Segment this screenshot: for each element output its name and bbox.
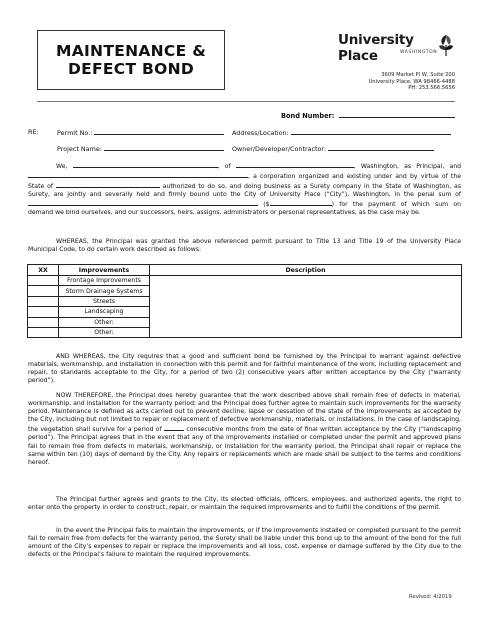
improvements-table <box>27 264 462 338</box>
project-name-field[interactable] <box>104 144 224 151</box>
improvement-cell: Streets <box>59 296 150 306</box>
text: ) for the payment of which sum on demand we bind ourselves, and our successors, heirs, assigns, <box>28 201 462 217</box>
project-name-label: Project Name: <box>57 145 102 153</box>
text: NOW THEREFORE, the Principal does hereby guarantee that the work described above shall remain free of defects in material, workmanship, and installation for the warranty period; and the Principal does further agree to maintain such improvements for the warranty period. Maintenance is defined as acts carried out to prevent decline, lapse or cessation of the state of the improvements as accepted by the City, including but not limited to repair or replacement of defective workmanship, materials, or installations. In the case of landscaping, the vegetation shall survive for a period of <box>28 392 461 434</box>
surety-name-field[interactable] <box>28 171 248 178</box>
address-row <box>232 128 451 137</box>
logo-name: University Place <box>338 32 414 64</box>
text: consecutive months from the date of final written acceptance by the City (“landscaping period”). The Principal agrees that in the event that any of the improvements installed or completed under the permit and approved plans fail to remain free from defects in materials, workmanship, or installation for the warranty period, the Principal shall repair or replace the same within ten (10) days of demand by the City. Any repairs or replacements which are made shall be subject to the terms and conditions hereof. <box>28 426 462 466</box>
text: , a corporation organized and existing <box>248 173 371 181</box>
penal-sum-amount-field[interactable] <box>270 199 332 206</box>
logo <box>338 32 456 64</box>
xx-cell[interactable] <box>28 286 59 296</box>
text: company in the State of Washington, as Surety, are jointly and severally held and firmly bound unto the City of <box>28 183 462 199</box>
and-whereas-paragraph: AND WHEREAS, the City requires that a good and sufficient bond be furnished by the Principal to warrant against defective materials, workmanship, and installation in connection with this permit and for faithful maintenance of the work, including replacement and repair, to standards acceptable to the City, for a period of two (2) consecutive years after written acceptance by the City (“warranty period”). <box>28 353 461 385</box>
surety-state-field[interactable] <box>56 181 160 188</box>
table-row <box>28 317 462 327</box>
table-row <box>28 307 462 317</box>
table-header-row <box>28 265 462 276</box>
text: We, <box>56 163 68 170</box>
principal-city-field[interactable] <box>236 161 354 168</box>
whereas-paragraph: WHEREAS, the Principal was granted the above referenced permit pursuant to Title 13 and Title 19 of the University Place Municipal Code, to do certain work described as follows: <box>28 238 461 254</box>
text: University Place (“City”), Washington, in the penal sum of <box>269 191 461 199</box>
address-line: University Place, WA 98466-4488 <box>368 78 455 85</box>
xx-cell[interactable] <box>28 296 59 306</box>
description-cell[interactable] <box>150 286 462 296</box>
xx-cell[interactable] <box>28 317 59 327</box>
text: , Washington, <box>353 163 399 170</box>
surety-paragraph <box>28 161 461 218</box>
text: as Principal, and <box>404 163 462 170</box>
description-cell[interactable] <box>150 317 462 327</box>
revised-date: Revised: 4/2019 <box>409 594 452 600</box>
description-cell[interactable] <box>150 296 462 306</box>
improvement-cell: Other: <box>59 327 150 337</box>
address-line: 3609 Market Pl W, Suite 200 <box>381 72 455 78</box>
description-cell[interactable] <box>150 307 462 317</box>
permit-no-field[interactable] <box>94 128 224 135</box>
table-row <box>28 276 462 286</box>
xx-cell[interactable] <box>28 307 59 317</box>
address-location-label: Address/Location: <box>232 129 289 137</box>
text: authorized to do so, and doing business as a Surety <box>162 183 330 191</box>
text: , of <box>217 163 231 170</box>
col-header-description: Description <box>150 265 462 276</box>
text: under and by virtue of the State of <box>28 173 461 191</box>
penal-sum-words-field[interactable] <box>28 199 258 206</box>
leaf-logo-icon <box>437 33 455 57</box>
text: administrators or personal representatives, as the case may be. <box>223 209 421 217</box>
project-row <box>57 144 224 153</box>
bond-number-field[interactable] <box>339 111 455 118</box>
xx-cell[interactable] <box>28 327 59 337</box>
improvement-cell: Landscaping <box>59 307 150 317</box>
title-box <box>37 30 225 90</box>
city-address <box>332 72 455 92</box>
description-cell[interactable] <box>150 327 462 337</box>
table-row <box>28 286 462 296</box>
table-row <box>28 296 462 306</box>
text: ($ <box>263 201 270 209</box>
col-header-xx: XX <box>28 265 59 276</box>
now-therefore-paragraph <box>28 392 461 467</box>
document-title: MAINTENANCE & DEFECT BOND <box>55 42 207 78</box>
owner-row <box>232 144 434 153</box>
improvement-cell: Frontage Improvements <box>59 276 150 286</box>
col-header-improvements: Improvements <box>59 265 150 276</box>
grant-paragraph: The Principal further agrees and grants to the City, its elected officials, officers, employees, and authorized agents, the right to enter onto the property in order to construct, repair, or maintain the required improvements and to fulfill the conditions of the permit. <box>28 496 461 512</box>
permit-row <box>57 128 224 137</box>
permit-no-label: Permit No.: <box>57 129 93 137</box>
default-paragraph: In the event the Principal fails to maintain the improvements, or if the improvements installed or completed pursuant to the permit fail to remain free from defects for the warranty period, the Surety shall be liable under this bond up to the amount of the bond for the full amount of the City’s expenses to repair or replace the improvements and all loss, cost, expense or damage suffered by the City due to the defects or the Principal’s failure to maintain the required improvements. <box>28 527 461 559</box>
logo-tagline: WASHINGTON <box>400 50 438 55</box>
bond-number-row <box>281 111 455 120</box>
re-label: RE: <box>28 128 39 136</box>
description-cell[interactable] <box>150 276 462 286</box>
address-location-field[interactable] <box>291 128 451 135</box>
improvement-cell: Storm Drainage Systems <box>59 286 150 296</box>
owner-label: Owner/Developer/Contractor: <box>232 145 327 153</box>
bond-number-label: Bond Number: <box>281 112 335 120</box>
xx-cell[interactable] <box>28 276 59 286</box>
address-line: PH: 253.566.5656 <box>408 85 455 92</box>
landscaping-months-field[interactable] <box>164 424 184 431</box>
header-divider <box>37 101 455 102</box>
owner-field[interactable] <box>328 144 434 151</box>
table-row <box>28 327 462 337</box>
principal-name-field[interactable] <box>73 161 218 168</box>
improvement-cell: Other: <box>59 317 150 327</box>
